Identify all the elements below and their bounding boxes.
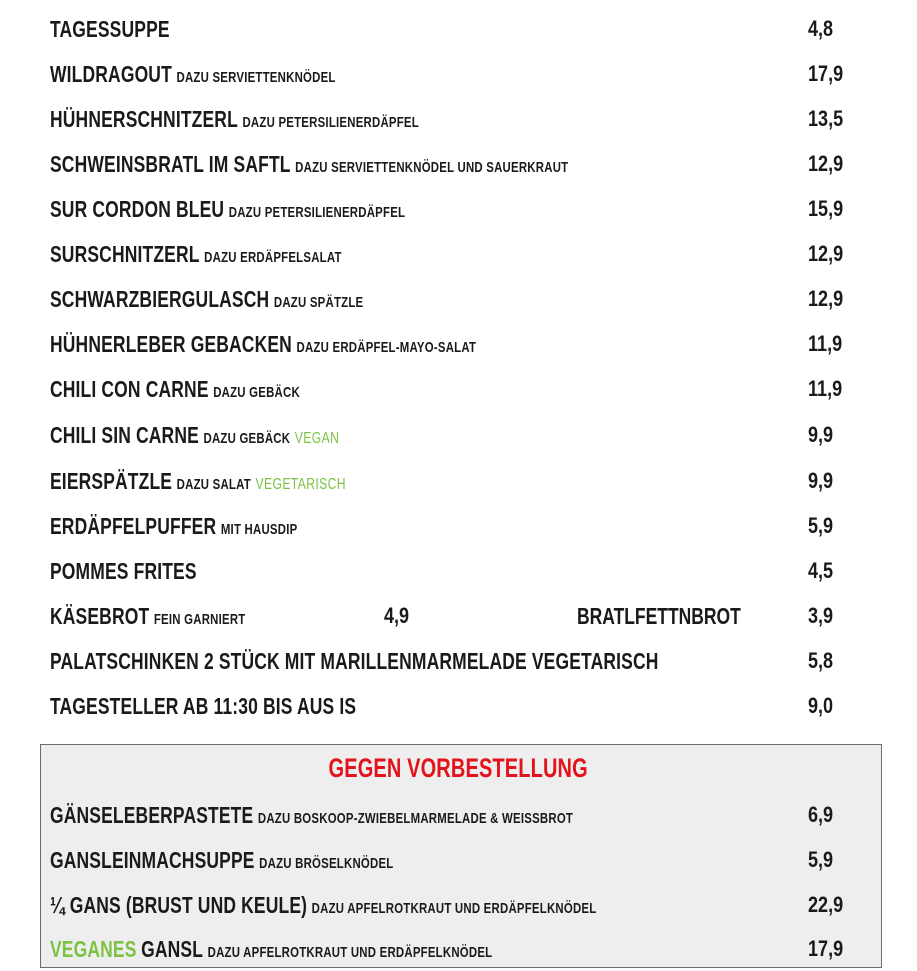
item-price: 17,9 <box>808 936 844 961</box>
item-price: 22,9 <box>808 892 844 917</box>
item-price: 4,9 <box>384 603 410 628</box>
item-name: ERDÄPFELPUFFER <box>50 513 217 539</box>
item-name: EIERSPÄTZLE <box>50 468 173 494</box>
preorder-title: GEGEN VORBESTELLUNG <box>328 753 589 783</box>
item-price: 12,9 <box>808 241 844 266</box>
item-name: CHILI SIN CARNE <box>50 422 199 448</box>
item-name: CHILI CON CARNE <box>50 376 209 402</box>
item-price: 13,5 <box>808 106 844 131</box>
item-price: 4,5 <box>808 558 834 583</box>
item-price: 5,9 <box>808 847 834 872</box>
split-menu-row <box>50 599 870 633</box>
item-name: GANSL <box>141 936 204 962</box>
item-description: DAZU BRÖSELKNÖDEL <box>259 855 394 872</box>
item-description: DAZU SERVIETTENKNÖDEL <box>176 69 336 86</box>
item-name: BRATLFETTNBROT <box>577 603 741 629</box>
vegan-tag: VEGAN <box>294 430 340 447</box>
item-description: DAZU SERVIETTENKNÖDEL UND SAUERKRAUT <box>295 159 569 176</box>
item-name: HÜHNERSCHNITZERL <box>50 106 238 132</box>
item-description: FEIN GARNIERT <box>153 611 246 628</box>
preorder-item <box>50 798 870 832</box>
item-price: 3,9 <box>808 603 834 628</box>
item-description: DAZU GEBÄCK <box>213 384 300 401</box>
item-description: DAZU SPÄTZLE <box>273 294 364 311</box>
item-price: 12,9 <box>808 286 844 311</box>
item-name: TAGESTELLER AB 11:30 BIS AUS IS <box>50 693 357 719</box>
preorder-item <box>50 888 870 922</box>
item-description: DAZU PETERSILIENERDÄPFEL <box>228 204 406 221</box>
item-name: SCHWARZBIERGULASCH <box>50 286 270 312</box>
item-description: DAZU ERDÄPFEL-MAYO-SALAT <box>296 339 477 356</box>
menu-item <box>50 237 870 271</box>
menu-item <box>50 102 870 136</box>
item-name: KÄSEBROT <box>50 603 150 629</box>
item-name: SUR CORDON BLEU <box>50 196 225 222</box>
preorder-item <box>50 843 870 877</box>
menu-item <box>50 644 870 678</box>
menu-item <box>50 57 870 91</box>
item-name: GÄNSELEBERPASTETE <box>50 802 254 828</box>
menu-item <box>50 192 870 226</box>
preorder-item <box>50 932 870 966</box>
item-name: TAGESSUPPE <box>50 16 170 42</box>
item-price: 4,8 <box>808 16 834 41</box>
item-description: DAZU GEBÄCK <box>203 430 291 447</box>
menu-item <box>50 464 870 498</box>
menu-item <box>50 509 870 543</box>
item-name: ¼ GANS (BRUST UND KEULE) <box>50 892 308 918</box>
item-price: 11,9 <box>808 376 843 401</box>
item-price: 11,9 <box>808 331 843 356</box>
menu-item <box>50 282 870 316</box>
vegetarian-tag: VEGETARISCH <box>255 476 346 493</box>
menu-item <box>50 12 870 46</box>
item-price: 5,9 <box>808 513 834 538</box>
item-name: SCHWEINSBRATL IM SAFTL <box>50 151 291 177</box>
item-description: MIT HAUSDIP <box>220 521 298 538</box>
menu-item <box>50 418 870 452</box>
item-name: GANSLEINMACHSUPPE <box>50 847 255 873</box>
item-name: POMMES FRITES <box>50 558 197 584</box>
item-description: DAZU SALAT <box>176 476 251 493</box>
menu-item <box>50 147 870 181</box>
item-name: HÜHNERLEBER GEBACKEN <box>50 331 292 357</box>
item-description: DAZU BOSKOOP-ZWIEBELMARMELADE & WEISSBROT <box>257 810 574 827</box>
vegan-label: VEGANES <box>50 936 137 962</box>
item-price: 17,9 <box>808 61 844 86</box>
item-price: 5,8 <box>808 648 834 673</box>
item-name: PALATSCHINKEN 2 STÜCK MIT MARILLENMARMELADE VEGETARISCH <box>50 648 659 674</box>
menu-item <box>50 327 870 361</box>
menu-item <box>50 372 870 406</box>
item-price: 12,9 <box>808 151 844 176</box>
item-price: 9,0 <box>808 693 834 718</box>
item-price: 9,9 <box>808 468 834 493</box>
item-description: DAZU APFELROTKRAUT UND ERDÄPFELKNÖDEL <box>311 900 597 917</box>
item-price: 15,9 <box>808 196 844 221</box>
item-name: WILDRAGOUT <box>50 61 172 87</box>
menu-item <box>50 554 870 588</box>
menu-item <box>50 689 870 723</box>
item-description: DAZU APFELROTKRAUT UND ERDÄPFELKNÖDEL <box>207 944 493 961</box>
item-name: SURSCHNITZERL <box>50 241 200 267</box>
item-price: 6,9 <box>808 802 834 827</box>
item-description: DAZU ERDÄPFELSALAT <box>204 249 342 266</box>
item-description: DAZU PETERSILIENERDÄPFEL <box>242 114 419 131</box>
item-price: 9,9 <box>808 422 834 447</box>
